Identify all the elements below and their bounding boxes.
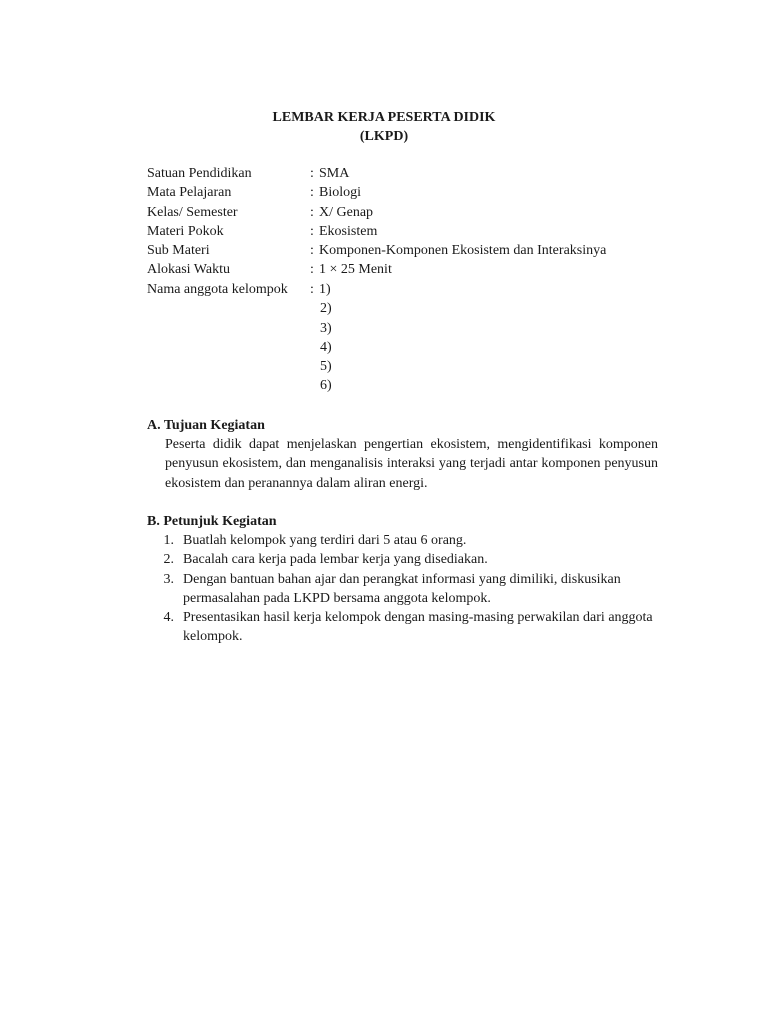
identity-table [147,164,667,280]
member-slot-3: 3) [320,320,332,336]
list-item-number: 2. [163,552,174,568]
info-value: Ekosistem [319,223,378,239]
member-slot-2: 2) [320,301,332,317]
info-colon: : [310,204,314,220]
members-label: Nama anggota kelompok [147,282,288,297]
info-label: Sub Materi [147,243,210,259]
title-line-1: LEMBAR KERJA PESERTA DIDIK [272,110,496,125]
info-colon: : [310,223,314,239]
info-row-alokasi-waktu [147,260,667,279]
section-a-body [165,435,658,493]
info-row-materi-pokok [147,222,667,241]
member-slot-6: 6) [320,378,332,394]
info-value: X/ Genap [319,204,374,220]
info-label: Satuan Pendidikan [147,166,252,181]
info-row-sub-materi [147,241,667,260]
list-item [147,531,662,550]
info-colon: : [310,185,314,201]
section-b-heading: B. Petunjuk Kegiatan [147,514,277,529]
info-label: Materi Pokok [147,223,224,239]
info-colon: : [310,262,314,278]
list-item-number: 3. [163,571,174,587]
info-label: Kelas/ Semester [147,204,238,220]
list-item-number: 4. [163,610,174,626]
list-item [147,570,662,609]
info-row-kelas-semester [147,203,667,222]
members-colon: : [310,282,314,297]
info-value: Biologi [319,185,362,201]
list-item [147,608,662,647]
section-a-paragraph: Peserta didik dapat menjelaskan pengertian ekosistem, mengidentifikasi komponen penyusun ekosistem, dan menganalisis interaksi yang terjadi antar komponen penyusun ekosistem dan peranannya dalam aliran energi. [165,437,658,491]
list-item [147,550,662,569]
member-slot-5: 5) [320,359,332,375]
list-item-text: Buatlah kelompok yang terdiri dari 5 atau 6 orang. [183,533,467,548]
instruction-list [147,531,662,647]
info-row-satuan-pendidikan [147,164,667,183]
section-a-heading: A. Tujuan Kegiatan [147,418,265,433]
member-slot-4: 4) [320,339,332,355]
info-row-mata-pelajaran [147,183,667,202]
info-colon: : [310,243,314,259]
member-slot-1: 1) [319,282,331,297]
list-item-number: 1. [163,533,174,548]
title-line-2: (LKPD) [359,129,409,145]
info-label: Mata Pelajaran [147,185,232,201]
members-header-row [147,280,667,299]
info-value: 1 × 25 Menit [319,262,392,278]
info-value: Komponen-Komponen Ekosistem dan Interaksinya [319,243,607,259]
info-value: SMA [319,166,350,181]
list-item-text: Bacalah cara kerja pada lembar kerja yang disediakan. [183,552,488,568]
group-members-list [147,280,667,396]
info-label: Alokasi Waktu [147,262,230,278]
document-title [0,108,768,147]
info-colon: : [310,166,314,181]
list-item-text: Dengan bantuan bahan ajar dan perangkat informasi yang dimiliki, diskusikan permasalahan pada LKPD bersama anggota kelompok. [183,571,621,606]
list-item-text: Presentasikan hasil kerja kelompok dengan masing-masing perwakilan dari anggota kelompok. [183,610,653,645]
